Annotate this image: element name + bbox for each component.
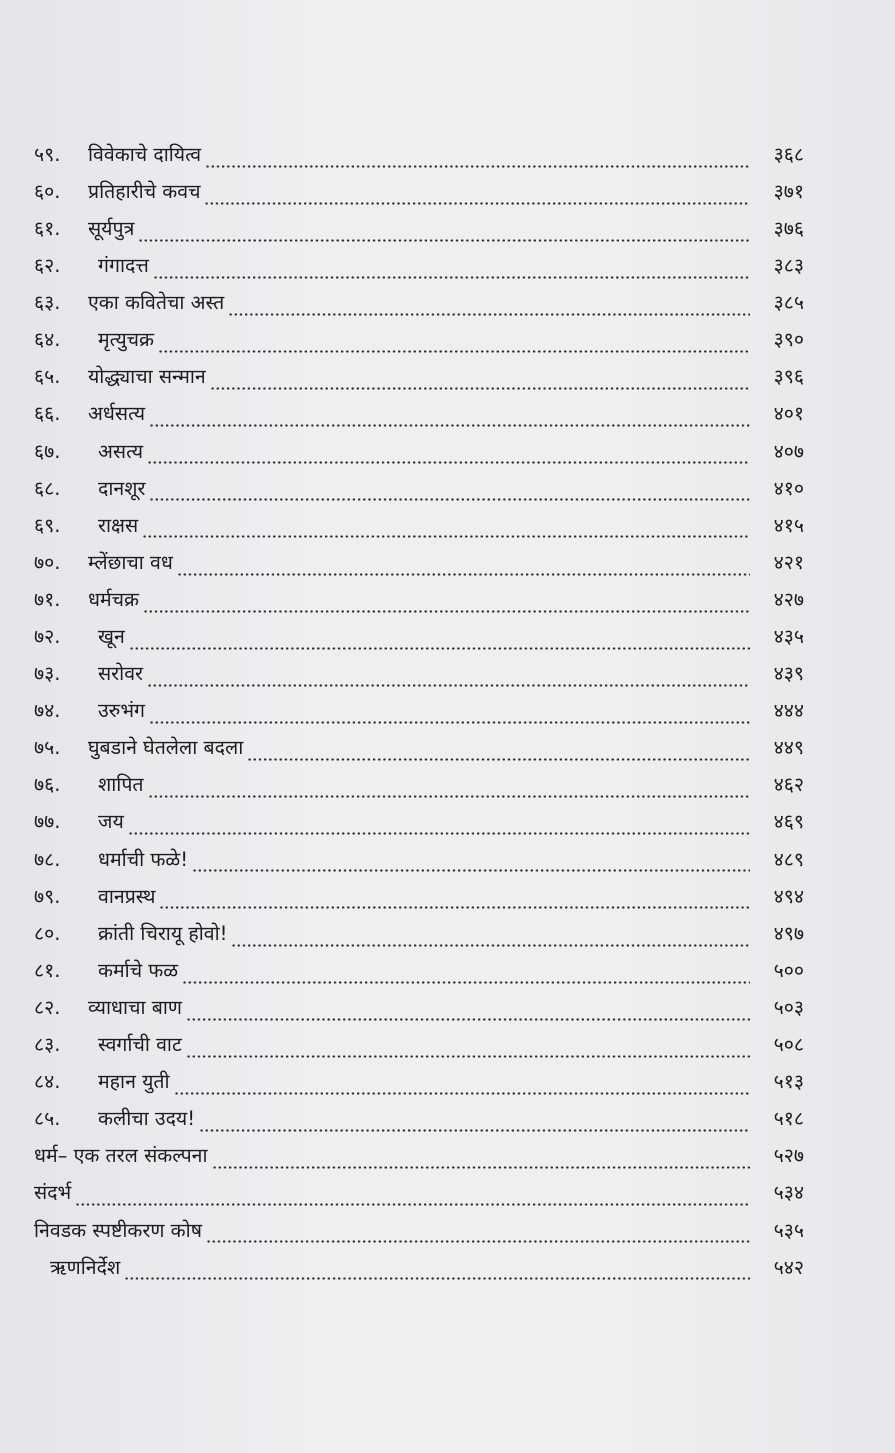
toc-entry-page-number: ५०० (773, 958, 804, 982)
toc-entry-title: कर्माचे फळ (98, 958, 179, 982)
toc-entry-page-number: ५४२ (773, 1255, 804, 1279)
toc-entry-number: ७९. (34, 884, 61, 908)
toc-entry-number: ६२. (34, 254, 61, 278)
toc-entry (34, 730, 804, 767)
toc-entry (34, 1026, 804, 1063)
toc-entry-title: उरुभंग (98, 699, 146, 723)
dot-leader (206, 1224, 750, 1244)
toc-entry-number: ८०. (34, 921, 61, 945)
toc-entry-title: संदर्भ (34, 1181, 72, 1205)
toc-entry (34, 284, 804, 321)
toc-entry-page-number: ५०८ (773, 1033, 804, 1057)
toc-entry (34, 581, 804, 618)
toc-entry-title: दानशूर (98, 476, 146, 500)
toc-entry-page-number: ५०३ (773, 995, 804, 1019)
table-of-contents (34, 136, 804, 1286)
toc-entry-number: ७०. (34, 550, 61, 574)
toc-entry-title: स्वर्गाची वाट (98, 1033, 182, 1057)
dot-leader (199, 1113, 750, 1133)
toc-entry (34, 841, 804, 878)
toc-entry (34, 989, 804, 1026)
dot-leader (231, 928, 750, 948)
dot-leader (142, 519, 750, 539)
dot-leader (147, 668, 750, 688)
toc-entry-title: धर्माची फळे! (98, 847, 189, 871)
toc-entry-title: व्याधाचा बाण (88, 995, 182, 1019)
toc-entry-page-number: ३७६ (773, 216, 804, 240)
toc-entry-page-number: ३८३ (773, 254, 804, 278)
dot-leader (153, 260, 750, 280)
toc-entry-number: ६६. (34, 402, 61, 426)
toc-entry-page-number: ४४४ (773, 699, 804, 723)
toc-entry-title: ऋणनिर्देश (50, 1255, 121, 1279)
toc-entry (34, 210, 804, 247)
dot-leader (177, 557, 750, 577)
toc-entry-page-number: ३६८ (773, 142, 804, 166)
toc-entry-title: सूर्यपुत्र (88, 216, 135, 240)
toc-entry (34, 952, 804, 989)
toc-entry-number: ६३. (34, 291, 61, 315)
toc-entry-number: ७८. (34, 847, 61, 871)
toc-entry-title: निवडक स्पष्टीकरण कोष (34, 1218, 202, 1242)
toc-entry (34, 1175, 804, 1212)
toc-entry-page-number: ५१८ (773, 1107, 804, 1131)
toc-entry-title: विवेकाचे दायित्व (88, 142, 202, 166)
toc-entry-page-number: ५३४ (773, 1181, 804, 1205)
toc-entry-number: ६५. (34, 365, 61, 389)
toc-entry-page-number: ४०७ (773, 439, 804, 463)
toc-entry-page-number: ५३५ (773, 1218, 804, 1242)
toc-entry-number: ८२. (34, 995, 61, 1019)
toc-entry-page-number: ४२१ (773, 550, 804, 574)
dot-leader (186, 1002, 750, 1022)
toc-entry-page-number: ४६९ (773, 810, 804, 834)
toc-entry-title: सरोवर (98, 662, 144, 686)
toc-entry (34, 507, 804, 544)
toc-entry-page-number: ४१५ (773, 513, 804, 537)
toc-entry-title: धर्मचक्र (88, 587, 140, 611)
toc-entry-title: राक्षस (98, 513, 139, 537)
toc-entry (34, 544, 804, 581)
toc-entry-title: एका कवितेचा अस्त (88, 291, 225, 315)
toc-entry-title: वानप्रस्थ (98, 884, 156, 908)
toc-entry-page-number: ३९६ (773, 365, 804, 389)
toc-entry-page-number: ४३५ (773, 625, 804, 649)
dot-leader (75, 1187, 750, 1207)
toc-entry-page-number: ४२७ (773, 587, 804, 611)
toc-entry-title: धर्म– एक तरल संकल्पना (34, 1144, 208, 1168)
toc-entry-page-number: ३९० (773, 328, 804, 352)
toc-entry-page-number: ४०१ (773, 402, 804, 426)
toc-entry-number: ७१. (34, 587, 61, 611)
toc-entry (34, 470, 804, 507)
dot-leader (212, 1150, 750, 1170)
toc-entry-number: ७६. (34, 773, 61, 797)
toc-entry (34, 1138, 804, 1175)
dot-leader (192, 853, 750, 873)
toc-entry-title: महान युती (98, 1070, 170, 1094)
toc-entry (34, 1100, 804, 1137)
toc-entry-number: ७५. (34, 736, 61, 760)
toc-entry-title: गंगादत्त (98, 254, 149, 278)
dot-leader (147, 445, 750, 465)
toc-entry-title: योद्ध्याचा सन्मान (88, 365, 206, 389)
toc-entry (34, 692, 804, 729)
toc-entry (34, 396, 804, 433)
toc-entry-title: असत्य (98, 439, 144, 463)
toc-entry-title: खून (98, 625, 125, 649)
dot-leader (159, 890, 750, 910)
toc-entry-title: प्रतिहारीचे कवच (88, 179, 201, 203)
toc-entry-number: ६०. (34, 179, 61, 203)
toc-entry-number: ६१. (34, 216, 61, 240)
toc-entry (34, 1063, 804, 1100)
toc-entry (34, 767, 804, 804)
toc-entry-page-number: ५१३ (773, 1070, 804, 1094)
toc-entry (34, 618, 804, 655)
dot-leader (149, 482, 750, 502)
toc-entry (34, 655, 804, 692)
toc-entry-number: ५९. (34, 142, 61, 166)
dot-leader (124, 1261, 750, 1281)
toc-entry-number: ८४. (34, 1070, 61, 1094)
toc-entry (34, 433, 804, 470)
toc-entry-page-number: ३७१ (773, 179, 804, 203)
dot-leader (129, 631, 750, 651)
dot-leader (228, 297, 750, 317)
toc-entry-page-number: ४३९ (773, 662, 804, 686)
toc-entry-number: ६८. (34, 476, 61, 500)
toc-entry (34, 915, 804, 952)
dot-leader (148, 779, 750, 799)
toc-entry-page-number: ५२७ (773, 1144, 804, 1168)
toc-entry (34, 247, 804, 284)
toc-entry-number: ७७. (34, 810, 61, 834)
dot-leader (174, 1076, 750, 1096)
toc-entry-page-number: ४१० (773, 476, 804, 500)
toc-entry (34, 1212, 804, 1249)
toc-entry-title: शापित (98, 773, 144, 797)
toc-entry-number: ७४. (34, 699, 61, 723)
toc-entry (34, 804, 804, 841)
toc-entry-title: घुबडाने घेतलेला बदला (88, 736, 244, 760)
dot-leader (186, 1039, 750, 1059)
toc-entry-page-number: ४९७ (773, 921, 804, 945)
toc-entry-title: क्रांती चिरायू होवो! (98, 921, 228, 945)
toc-entry-page-number: ३८५ (773, 291, 804, 315)
toc-entry-title: कलीचा उदय! (98, 1107, 196, 1131)
dot-leader (204, 186, 750, 206)
toc-entry-title: म्लेंछाचा वध (88, 550, 173, 574)
toc-entry-number: ८५. (34, 1107, 61, 1131)
toc-entry (34, 1249, 804, 1286)
dot-leader (210, 371, 750, 391)
toc-entry (34, 878, 804, 915)
toc-entry (34, 173, 804, 210)
toc-entry-page-number: ४९४ (773, 884, 804, 908)
dot-leader (205, 149, 750, 169)
toc-entry (34, 321, 804, 358)
toc-entry-page-number: ४६२ (773, 773, 804, 797)
dot-leader (158, 334, 750, 354)
toc-entry-number: ६४. (34, 328, 61, 352)
dot-leader (149, 705, 750, 725)
toc-entry-number: ७२. (34, 625, 61, 649)
dot-leader (128, 816, 750, 836)
toc-entry (34, 136, 804, 173)
dot-leader (138, 223, 750, 243)
toc-entry-page-number: ४८९ (773, 847, 804, 871)
dot-leader (149, 408, 750, 428)
toc-entry-title: अर्धसत्य (88, 402, 146, 426)
toc-entry-number: ८३. (34, 1033, 61, 1057)
toc-entry-number: ८१. (34, 958, 61, 982)
toc-entry (34, 359, 804, 396)
toc-entry-number: ६७. (34, 439, 61, 463)
toc-entry-title: जय (98, 810, 124, 834)
dot-leader (182, 965, 750, 985)
toc-entry-number: ७३. (34, 662, 61, 686)
toc-entry-page-number: ४४९ (773, 736, 804, 760)
toc-entry-title: मृत्युचक्र (98, 328, 154, 352)
dot-leader (247, 742, 750, 762)
toc-entry-number: ६९. (34, 513, 61, 537)
dot-leader (143, 594, 750, 614)
